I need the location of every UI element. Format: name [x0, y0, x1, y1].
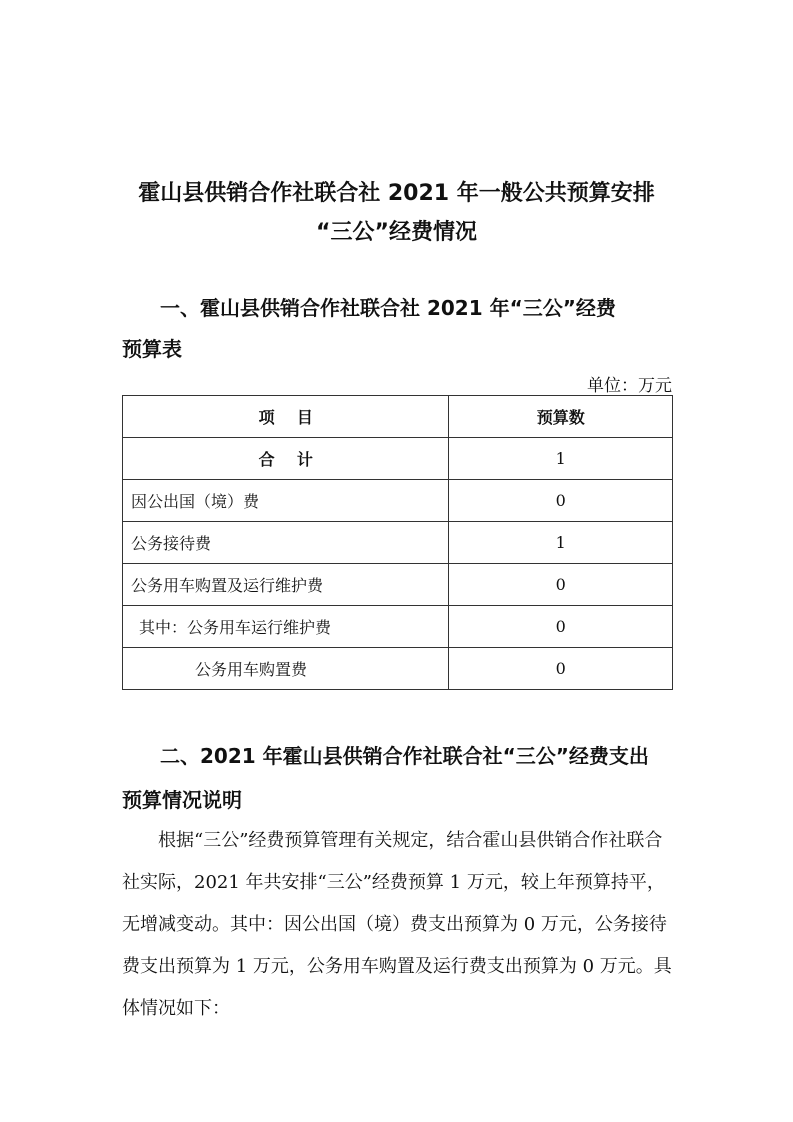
header-budget: 预算数: [449, 396, 673, 438]
row-item: 公务用车购置及运行维护费: [123, 564, 449, 606]
section2-heading-continued: 预算情况说明: [122, 788, 242, 812]
row-value: 1: [449, 438, 673, 480]
explanation-paragraph: [122, 820, 673, 1030]
table-row: [123, 648, 673, 690]
document-title-line1: 霍山县供销合作社联合社 2021 年一般公共预算安排: [138, 181, 655, 206]
unit-label: 单位：万元: [587, 376, 672, 396]
row-item: 公务用车购置费: [123, 648, 449, 690]
table-row: [123, 480, 673, 522]
budget-table: [122, 395, 673, 690]
table-row: [123, 606, 673, 648]
row-value: 0: [449, 606, 673, 648]
table-row-total: [123, 438, 673, 480]
header-item: 项 目: [123, 396, 449, 438]
row-item: 因公出国（境）费: [123, 480, 449, 522]
document-title-line2: “三公”经费情况: [316, 220, 477, 245]
section2-heading: 二、2021 年霍山县供销合作社联合社“三公”经费支出: [160, 744, 649, 768]
paragraph-text: 根据“三公”经费预算管理有关规定，结合霍山县供销合作社联合社实际，2021 年共安排“三公”经费预算 1 万元，较上年预算持平，无增减变动。其中：因公出国（境）费支出预算为 0 万元，公务接待费支出预算为 1 万元，公务用车购置及运行费支出预算为 0 万元。具体情况如下：: [122, 830, 672, 1019]
table-row: [123, 564, 673, 606]
section1-heading: 一、霍山县供销合作社联合社 2021 年“三公”经费: [160, 296, 616, 320]
row-value: 0: [449, 564, 673, 606]
section1-heading-continued: 预算表: [122, 337, 182, 361]
row-value: 0: [449, 480, 673, 522]
row-value: 1: [449, 522, 673, 564]
row-item: 合 计: [123, 438, 449, 480]
row-value: 0: [449, 648, 673, 690]
table-row: [123, 522, 673, 564]
row-item: 其中：公务用车运行维护费: [123, 606, 449, 648]
table-header-row: [123, 396, 673, 438]
row-item: 公务接待费: [123, 522, 449, 564]
